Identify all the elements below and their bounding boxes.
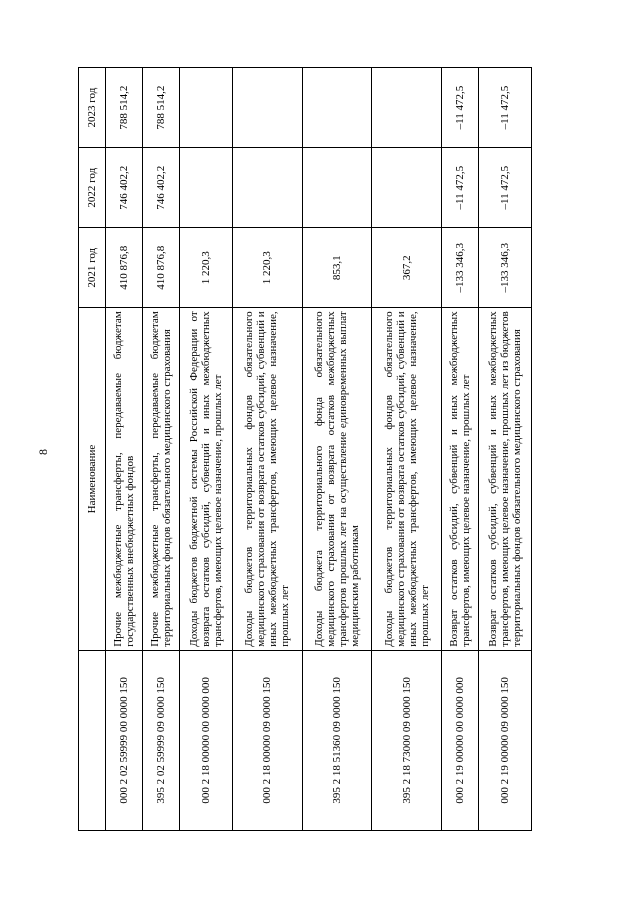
value-2023-cell: –11 472,5 — [478, 68, 531, 148]
budget-code-cell: 395 2 18 73000 09 0000 150 — [372, 650, 442, 830]
budget-code-cell: 395 2 18 51360 09 0000 150 — [302, 650, 372, 830]
value-2023-cell — [232, 68, 302, 148]
header-name: Наименование — [79, 308, 106, 650]
value-2021-cell: –133 346,3 — [441, 228, 478, 308]
budget-code-cell: 000 2 02 59999 00 0000 150 — [106, 650, 143, 830]
budget-code-cell: 000 2 18 00000 09 0000 150 — [232, 650, 302, 830]
budget-code-cell: 000 2 18 00000 00 0000 000 — [179, 650, 232, 830]
value-2021-cell: 367,2 — [372, 228, 442, 308]
item-name-cell: Возврат остатков субсидий, субвенций и иных межбюджетных трансфертов, имеющих целевое назначение, прошлых лет — [441, 308, 478, 650]
value-2021-cell: 410 876,8 — [142, 228, 179, 308]
table-row — [441, 68, 478, 831]
header-2021: 2021 год — [79, 228, 106, 308]
budget-code-cell: 000 2 19 00000 00 0000 000 — [441, 650, 478, 830]
value-2021-cell: 853,1 — [302, 228, 372, 308]
header-2022: 2022 год — [79, 148, 106, 228]
value-2023-cell — [372, 68, 442, 148]
value-2022-cell: 746 402,2 — [142, 148, 179, 228]
page-number: 8 — [36, 449, 50, 455]
item-name-cell: Доходы бюджетов территориальных фондов обязательного медицинского страхования от возврата остатков субсидий, субвенций и иных межбюджетных трансфертов, имеющих целевое назначение, прошлых лет — [232, 308, 302, 650]
value-2022-cell — [179, 148, 232, 228]
budget-code-cell: 395 2 02 59999 09 0000 150 — [142, 650, 179, 830]
value-2023-cell: –11 472,5 — [441, 68, 478, 148]
table-row — [179, 68, 232, 831]
table-row — [106, 68, 143, 831]
budget-code-cell: 000 2 19 00000 09 0000 150 — [478, 650, 531, 830]
header-2023: 2023 год — [79, 68, 106, 148]
item-name-cell: Возврат остатков субсидий, субвенций и иных межбюджетных трансфертов, имеющих целевое назначение, прошлых лет из бюджетов территориальных фондов обязательного медицинского страхования — [478, 308, 531, 650]
table-row — [372, 68, 442, 831]
item-name-cell: Прочие межбюджетные трансферты, передаваемые бюджетам государственных внебюджетных фондов — [106, 308, 143, 650]
value-2022-cell: –11 472,5 — [478, 148, 531, 228]
table-row — [232, 68, 302, 831]
budget-table — [78, 67, 532, 831]
rotated-page-content — [78, 67, 532, 831]
table-row — [302, 68, 372, 831]
table-row — [142, 68, 179, 831]
value-2022-cell — [372, 148, 442, 228]
value-2021-cell: 410 876,8 — [106, 228, 143, 308]
value-2023-cell: 788 514,2 — [106, 68, 143, 148]
item-name-cell: Доходы бюджетов территориальных фондов обязательного медицинского страхования от возврата остатков субсидий, субвенций и иных межбюджетных трансфертов, имеющих целевое назначение, прошлых лет — [372, 308, 442, 650]
value-2022-cell: –11 472,5 — [441, 148, 478, 228]
value-2023-cell — [179, 68, 232, 148]
item-name-cell: Доходы бюджетов бюджетной системы Российской Федерации от возврата остатков субсидий, субвенций и иных межбюджетных трансфертов, имеющих целевое назначение, прошлых лет — [179, 308, 232, 650]
value-2023-cell — [302, 68, 372, 148]
value-2022-cell: 746 402,2 — [106, 148, 143, 228]
value-2023-cell: 788 514,2 — [142, 68, 179, 148]
value-2022-cell — [302, 148, 372, 228]
item-name-cell: Доходы бюджета территориального фонда обязательного медицинского страхования от возврата остатков межбюджетных трансфертов прошлых лет на осуществление единовременных выплат медицинским работникам — [302, 308, 372, 650]
value-2021-cell: 1 220,3 — [179, 228, 232, 308]
table-header-row — [79, 68, 106, 831]
header-code — [79, 650, 106, 830]
table-row — [478, 68, 531, 831]
value-2021-cell: –133 346,3 — [478, 228, 531, 308]
value-2022-cell — [232, 148, 302, 228]
item-name-cell: Прочие межбюджетные трансферты, передаваемые бюджетам территориальных фондов обязательного медицинского страхования — [142, 308, 179, 650]
value-2021-cell: 1 220,3 — [232, 228, 302, 308]
